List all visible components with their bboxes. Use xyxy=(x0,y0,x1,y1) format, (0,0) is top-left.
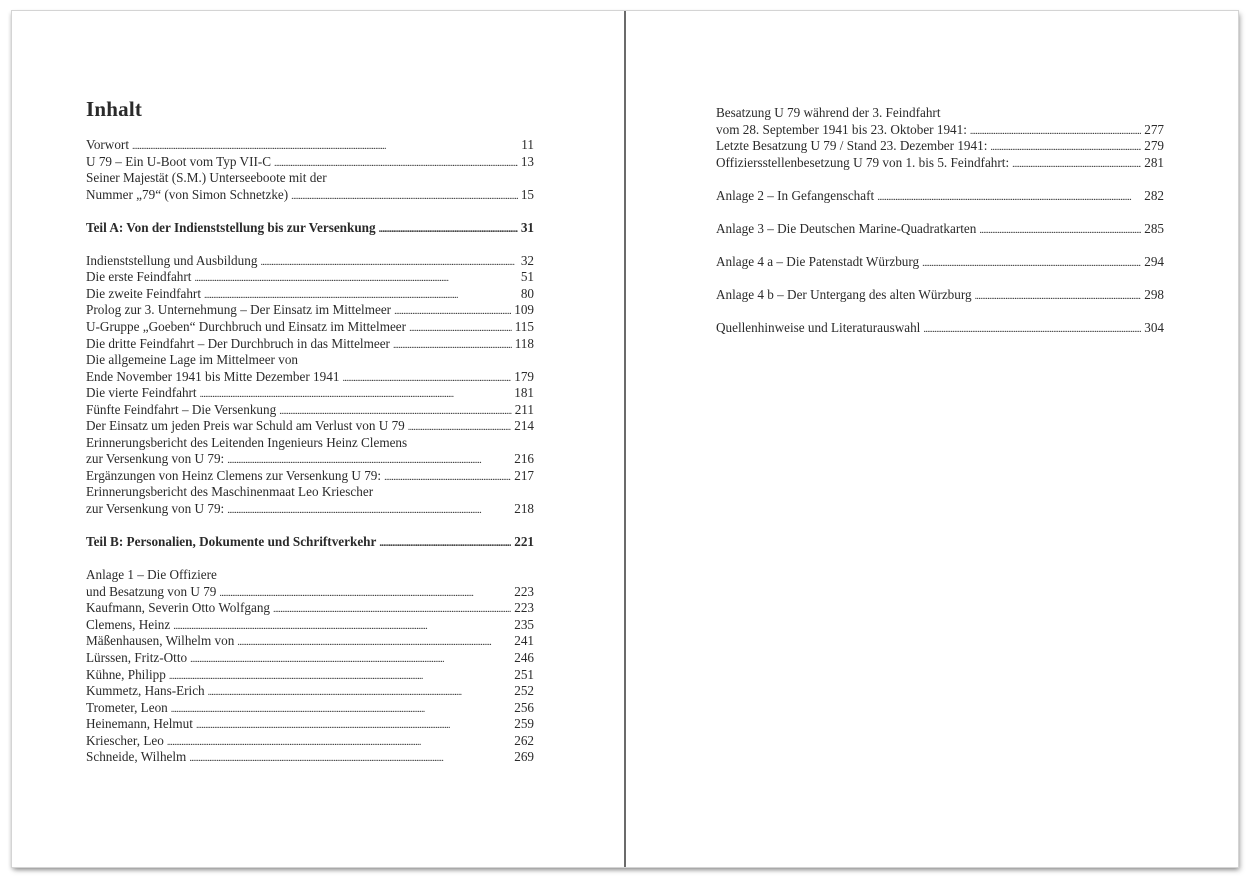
toc-entry xyxy=(86,269,534,286)
toc-dot-leader xyxy=(273,602,511,619)
toc-entry xyxy=(716,287,1164,304)
toc-spacer xyxy=(86,203,534,220)
toc-dot-leader xyxy=(237,635,511,652)
toc-entry-title: Besatzung U 79 während der 3. Feindfahrt xyxy=(716,105,941,120)
toc-entry xyxy=(716,320,1164,337)
toc-entry xyxy=(86,501,534,518)
toc-page-number: 80 xyxy=(520,285,534,301)
toc-entry xyxy=(716,221,1164,238)
toc-entry-title: Mäßenhausen, Wilhelm von xyxy=(86,633,235,649)
toc-page-number: 216 xyxy=(514,451,534,467)
toc-entry xyxy=(86,451,534,468)
toc-entry-title: Letzte Besatzung U 79 / Stand 23. Dezember 1941: xyxy=(716,138,988,154)
toc-entry-title: Offiziersstellenbesetzung U 79 von 1. bis 5. Feindfahrt: xyxy=(716,154,1010,170)
toc-entry-title: Kaufmann, Severin Otto Wolfgang xyxy=(86,600,271,616)
toc-entry-title: Die erste Feindfahrt xyxy=(86,269,192,285)
toc-spacer xyxy=(716,237,1164,254)
toc-dot-leader xyxy=(393,338,512,355)
toc-entry-title: Der Einsatz um jeden Preis war Schuld am Verlust von U 79 xyxy=(86,418,405,434)
toc-page-number: 304 xyxy=(1144,320,1164,336)
toc-page-number: 252 xyxy=(514,683,534,699)
toc-entry-title: Ergänzungen von Heinz Clemens zur Versenkung U 79: xyxy=(86,467,382,483)
toc-page-number: 217 xyxy=(514,467,534,483)
toc-entry-title: Anlage 1 – Die Offiziere xyxy=(86,567,217,583)
toc-entry xyxy=(716,138,1164,155)
toc-entry xyxy=(716,105,1164,122)
toc-entry-title: Nummer „79“ (von Simon Schnetzke) xyxy=(86,186,289,202)
toc-page-number: 15 xyxy=(520,186,534,202)
toc-page-number: 118 xyxy=(514,335,534,351)
toc-entry-title: Fünfte Feindfahrt – Die Versenkung xyxy=(86,401,277,417)
toc-page-number: 218 xyxy=(514,501,534,517)
toc-entry xyxy=(86,733,534,750)
toc-entry-title: Schneide, Wilhelm xyxy=(86,749,187,765)
toc-page-number: 115 xyxy=(514,319,534,335)
toc-dot-leader xyxy=(922,256,1141,273)
toc-page-number: 279 xyxy=(1144,138,1164,154)
toc-entry xyxy=(86,468,534,485)
toc-entry xyxy=(86,716,534,733)
toc-entry-title: Clemens, Heinz xyxy=(86,616,171,632)
toc-spacer xyxy=(86,236,534,253)
toc-dot-leader xyxy=(190,652,511,669)
toc-entry-title: Heinemann, Helmut xyxy=(86,716,193,732)
toc-entry xyxy=(86,484,534,501)
toc-entry-title: Anlage 3 – Die Deutschen Marine-Quadratkarten xyxy=(716,220,977,236)
toc-entry-title: Prolog zur 3. Unternehmung – Der Einsatz im Mittelmeer xyxy=(86,302,392,318)
toc-entry xyxy=(86,633,534,650)
toc-dot-leader xyxy=(379,222,518,239)
toc-dot-leader xyxy=(379,536,511,553)
toc-entry-title: Teil B: Personalien, Dokumente und Schriftverkehr xyxy=(86,534,377,550)
toc-spacer xyxy=(86,551,534,568)
toc-page-number: 281 xyxy=(1144,154,1164,170)
toc-entry xyxy=(86,584,534,601)
toc-page-number: 13 xyxy=(520,153,534,169)
toc-entry xyxy=(86,617,534,634)
toc-entry xyxy=(86,435,534,452)
toc-page-number: 256 xyxy=(514,699,534,715)
toc-entry xyxy=(716,122,1164,139)
toc-list-left xyxy=(86,137,534,766)
toc-entry xyxy=(86,650,534,667)
toc-page-number: 223 xyxy=(514,583,534,599)
toc-page-number: 221 xyxy=(514,534,534,550)
toc-page-number: 277 xyxy=(1144,121,1164,137)
left-page xyxy=(12,11,625,867)
toc-entry-title: zur Versenkung von U 79: xyxy=(86,451,225,467)
toc-dot-leader xyxy=(877,190,1141,207)
toc-page-number: 251 xyxy=(514,666,534,682)
toc-dot-leader xyxy=(227,503,511,520)
toc-entry-title: Indienststellung und Ausbildung xyxy=(86,252,258,268)
toc-page-number: 294 xyxy=(1144,253,1164,269)
toc-page-number: 298 xyxy=(1144,287,1164,303)
toc-entry-title: Die allgemeine Lage im Mittelmeer von xyxy=(86,352,299,368)
toc-page-number: 269 xyxy=(514,749,534,765)
toc-page-number: 179 xyxy=(514,368,534,384)
toc-entry xyxy=(86,187,534,204)
toc-spacer xyxy=(86,518,534,535)
toc-entry-title: U 79 – Ein U-Boot vom Typ VII-C xyxy=(86,153,272,169)
toc-page-number: 181 xyxy=(514,385,534,401)
toc-entry xyxy=(86,600,534,617)
toc-page-number: 259 xyxy=(514,716,534,732)
toc-dot-leader xyxy=(171,702,511,719)
toc-entry-title: vom 28. September 1941 bis 23. Oktober 1941: xyxy=(716,121,967,137)
toc-entry-title: Quellenhinweise und Literaturauswahl xyxy=(716,320,921,336)
toc-spacer xyxy=(716,304,1164,321)
toc-page-number: 214 xyxy=(514,418,534,434)
toc-entry-title: Ende November 1941 bis Mitte Dezember 1941 xyxy=(86,368,340,384)
toc-dot-leader xyxy=(394,304,511,321)
toc-entry-title: Trometer, Leon xyxy=(86,699,168,715)
toc-entry-title: Die zweite Feindfahrt xyxy=(86,285,201,301)
toc-section-heading xyxy=(86,220,534,237)
toc-dot-leader xyxy=(408,420,511,437)
toc-page-number: 235 xyxy=(514,616,534,632)
toc-entry-title: Erinnerungsbericht des Maschinenmaat Leo Kriescher xyxy=(86,484,374,500)
toc-page-number: 282 xyxy=(1144,187,1164,203)
toc-entry-title: Teil A: Von der Indienststellung bis zur Versenkung xyxy=(86,219,376,235)
toc-entry-title: Vorwort xyxy=(86,137,129,152)
toc-entry-title: Kummetz, Hans-Erich xyxy=(86,683,205,699)
toc-page-number: 51 xyxy=(520,269,534,285)
toc-entry xyxy=(86,667,534,684)
toc-dot-leader xyxy=(975,289,1142,306)
toc-entry-title: Erinnerungsbericht des Leitenden Ingenieurs Heinz Clemens xyxy=(86,434,408,450)
toc-page-number: 285 xyxy=(1144,220,1164,236)
toc-dot-leader xyxy=(189,751,511,768)
toc-section-heading xyxy=(86,534,534,551)
right-page xyxy=(626,11,1238,867)
toc-entry xyxy=(86,170,534,187)
toc-page-number: 241 xyxy=(514,633,534,649)
toc-entry-title: Kriescher, Leo xyxy=(86,732,164,748)
toc-entry xyxy=(86,567,534,584)
toc-page-number: 262 xyxy=(514,732,534,748)
toc-dot-leader xyxy=(923,322,1141,339)
toc-entry xyxy=(716,188,1164,205)
toc-entry xyxy=(86,385,534,402)
toc-entry xyxy=(86,253,534,270)
toc-spacer xyxy=(716,204,1164,221)
toc-entry-title: und Besatzung von U 79 xyxy=(86,583,217,599)
toc-entry-title: Lürssen, Fritz-Otto xyxy=(86,649,188,665)
toc-entry xyxy=(86,418,534,435)
toc-entry xyxy=(86,302,534,319)
toc-dot-leader xyxy=(970,124,1141,141)
toc-dot-leader xyxy=(1012,157,1141,174)
toc-entry xyxy=(86,352,534,369)
toc-list-right xyxy=(716,105,1164,337)
toc-entry xyxy=(86,319,534,336)
toc-entry xyxy=(86,700,534,717)
toc-entry-title: zur Versenkung von U 79: xyxy=(86,501,225,517)
toc-dot-leader xyxy=(342,371,511,388)
book-spread xyxy=(12,11,1238,867)
toc-dot-leader xyxy=(194,271,517,288)
toc-spacer xyxy=(716,171,1164,188)
toc-entry xyxy=(716,155,1164,172)
toc-dot-leader xyxy=(167,735,511,752)
toc-entry-title: Anlage 2 – In Gefangenschaft xyxy=(716,187,875,203)
toc-dot-leader xyxy=(990,140,1141,157)
toc-entry xyxy=(86,154,534,171)
toc-entry-title: Seiner Majestät (S.M.) Unterseeboote mit der xyxy=(86,170,327,186)
toc-dot-leader xyxy=(409,321,512,338)
toc-page-number: 31 xyxy=(520,219,534,235)
toc-entry xyxy=(86,286,534,303)
page-title: Inhalt xyxy=(86,97,143,121)
toc-page-number: 246 xyxy=(514,649,534,665)
toc-entry-title: Kühne, Philipp xyxy=(86,666,166,682)
toc-page-number: 109 xyxy=(514,302,534,318)
toc-entry-title: Anlage 4 a – Die Patenstadt Würzburg xyxy=(716,253,920,269)
toc-dot-leader xyxy=(169,669,511,686)
toc-entry-title: Anlage 4 b – Der Untergang des alten Würzburg xyxy=(716,287,972,303)
toc-spacer xyxy=(716,270,1164,287)
toc-entry xyxy=(86,336,534,353)
toc-page-number: 32 xyxy=(520,252,534,268)
toc-dot-leader xyxy=(196,718,511,735)
toc-dot-leader xyxy=(979,223,1141,240)
toc-entry-title: Die vierte Feindfahrt xyxy=(86,385,197,401)
toc-page-number: 223 xyxy=(514,600,534,616)
toc-entry xyxy=(86,683,534,700)
toc-dot-leader xyxy=(260,255,517,272)
toc-page-number: 11 xyxy=(521,137,534,152)
toc-entry-title: U-Gruppe „Goeben“ Durchbruch und Einsatz im Mittelmeer xyxy=(86,319,407,335)
toc-dot-leader xyxy=(291,189,518,206)
toc-entry xyxy=(86,369,534,386)
toc-entry xyxy=(716,254,1164,271)
toc-page-number: 211 xyxy=(514,401,534,417)
toc-entry xyxy=(86,402,534,419)
toc-entry-title: Die dritte Feindfahrt – Der Durchbruch in das Mittelmeer xyxy=(86,335,390,351)
toc-entry xyxy=(86,749,534,766)
toc-entry xyxy=(86,137,534,154)
toc-dot-leader xyxy=(208,685,512,702)
toc-dot-leader xyxy=(384,470,511,487)
